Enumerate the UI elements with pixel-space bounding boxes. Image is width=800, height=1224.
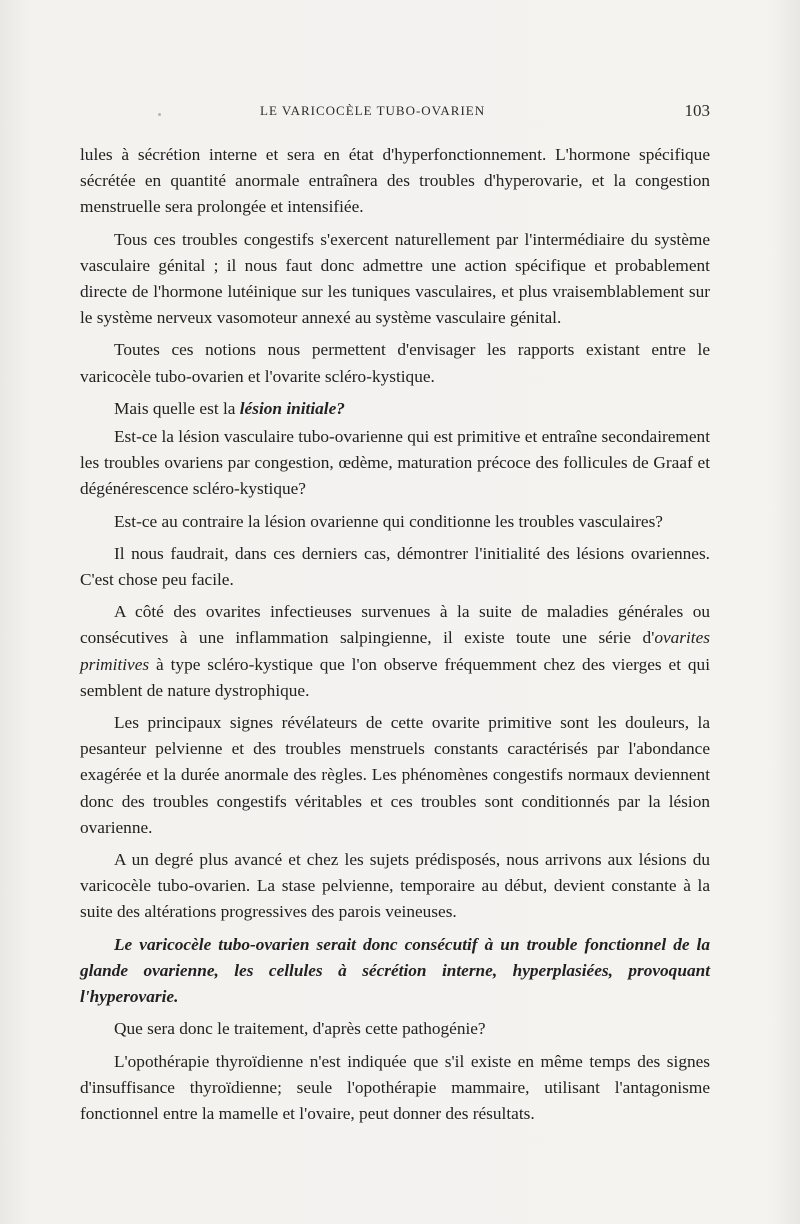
- page-header: [80, 103, 712, 127]
- paragraph: [80, 142, 710, 221]
- emphasized-text: lésion initiale?: [239, 398, 345, 418]
- paragraph: [80, 1049, 710, 1128]
- text-run: A un degré plus avancé et chez les sujets prédisposés, nous arrivons aux lésions du varicocèle tubo-ovarien. La stase pelvienne, temporaire au début, devient constante à la suite des altérations progressives des parois veineuses.: [80, 850, 710, 922]
- paragraph: [80, 227, 710, 332]
- text-run: Les principaux signes révélateurs de cette ovarite primitive sont les douleurs, la pesanteur pelvienne et des troubles menstruels constants caractérisés par l'abondance exagérée et la durée anormale des règles. Les phénomènes congestifs normaux deviennent donc des troubles congestifs véritables et ces troubles sont conditionnés par la lésion ovarienne.: [80, 713, 710, 837]
- emphasized-text: Le varicocèle tubo-ovarien serait donc consécutif à un trouble fonctionnel de la glande ovarienne, les cellules à sécrétion interne, hyperplasiées, provoquant l'hyperovarie.: [80, 934, 710, 1007]
- paragraph: [80, 932, 710, 1011]
- text-run: Tous ces troubles congestifs s'exercent naturellement par l'intermédiaire du système vasculaire génital ; il nous faut donc admettre une action spécifique et probablement directe de l'hormone lutéinique sur les tuniques vasculaires, et plus vraisemblablement sur le système nerveux vasomoteur annexé au système vasculaire génital.: [80, 229, 710, 328]
- page-number: 103: [684, 101, 710, 120]
- paragraph: [80, 710, 710, 841]
- paragraph: [80, 337, 710, 389]
- paragraph: [80, 509, 710, 535]
- text-run: à type scléro-kystique que l'on observe fréquemment chez des vierges et qui semblent de nature dystrophique.: [80, 654, 710, 700]
- body-text: [80, 142, 710, 1133]
- text-run: Il nous faudrait, dans ces derniers cas, démontrer l'initialité des lésions ovariennes. C'est chose peu facile.: [80, 543, 710, 590]
- paragraph: [80, 424, 710, 503]
- paragraph: [80, 396, 710, 422]
- text-run: Mais quelle est la: [114, 398, 240, 418]
- emphasized-text: ovarites primitives: [80, 628, 710, 674]
- paragraph: [80, 1016, 710, 1042]
- text-run: lules à sécrétion interne et sera en état d'hyperfonctionnement. L'hormone spécifique sécrétée en quantité anormale entraînera des troubles d'hyperovarie, et la congestion menstruelle sera prolongée et intensifiée.: [80, 145, 710, 217]
- text-run: Toutes ces notions nous permettent d'envisager les rapports existant entre le varicocèle tubo-ovarien et l'ovarite scléro-kystique.: [80, 340, 710, 386]
- running-head: LE VARICOCÈLE TUBO-OVARIEN: [260, 103, 486, 118]
- text-run: Est-ce la lésion vasculaire tubo-ovarienne qui est primitive et entraîne secondairement les troubles ovariens par congestion, œdème, maturation précoce des follicules de Graaf et dégénérescence scléro-kystique?: [80, 427, 710, 499]
- paragraph: [80, 847, 710, 926]
- paragraph: [80, 541, 710, 593]
- text-run: L'opothérapie thyroïdienne n'est indiquée que s'il existe en même temps des signes d'insuffisance thyroïdienne; seule l'opothérapie mammaire, utilisant l'antagonisme fonctionnel entre la mamelle et l'ovaire, peut donner des résultats.: [80, 1051, 710, 1123]
- text-run: Que sera donc le traitement, d'après cette pathogénie?: [114, 1019, 486, 1039]
- text-run: A côté des ovarites infectieuses survenues à la suite de maladies générales ou consécutives à une inflammation salpingienne, il existe toute une série d': [80, 602, 710, 648]
- text-run: Est-ce au contraire la lésion ovarienne qui conditionne les troubles vasculaires?: [114, 511, 663, 531]
- paragraph: [80, 599, 710, 704]
